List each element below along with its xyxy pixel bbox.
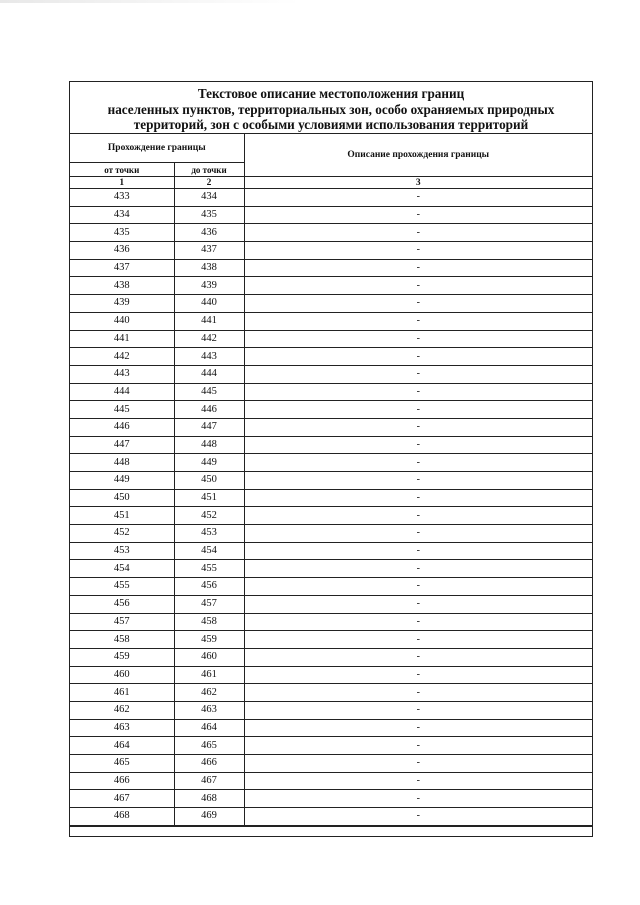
table-row [70, 560, 592, 578]
from-point-cell: 462 [70, 701, 174, 719]
table-row [70, 578, 592, 596]
to-point-cell: 456 [174, 578, 244, 596]
description-cell: - [244, 454, 592, 472]
description-cell: - [244, 489, 592, 507]
to-point-cell: 440 [174, 295, 244, 313]
column-number-3: 3 [244, 177, 592, 189]
description-cell: - [244, 365, 592, 383]
from-point-cell: 450 [70, 489, 174, 507]
description-cell: - [244, 666, 592, 684]
from-point-cell: 463 [70, 719, 174, 737]
from-point-cell: 446 [70, 418, 174, 436]
table-row [70, 189, 592, 207]
from-point-cell: 449 [70, 472, 174, 490]
to-point-cell: 445 [174, 383, 244, 401]
description-cell: - [244, 755, 592, 773]
header-description: Описание прохождения границы [244, 134, 592, 177]
to-point-cell: 443 [174, 348, 244, 366]
to-point-cell: 450 [174, 472, 244, 490]
description-cell: - [244, 790, 592, 808]
to-point-cell: 465 [174, 737, 244, 755]
table-row [70, 790, 592, 808]
from-point-cell: 467 [70, 790, 174, 808]
table-row [70, 666, 592, 684]
table-row [70, 507, 592, 525]
to-point-cell: 447 [174, 418, 244, 436]
to-point-cell: 436 [174, 224, 244, 242]
description-cell: - [244, 701, 592, 719]
header-boundary-passage: Прохождение границы [70, 134, 244, 163]
description-cell: - [244, 312, 592, 330]
table-row [70, 472, 592, 490]
to-point-cell: 449 [174, 454, 244, 472]
description-cell: - [244, 684, 592, 702]
table-row [70, 613, 592, 631]
table-row [70, 365, 592, 383]
table-row [70, 259, 592, 277]
from-point-cell: 444 [70, 383, 174, 401]
description-cell: - [244, 719, 592, 737]
description-cell: - [244, 418, 592, 436]
description-cell: - [244, 330, 592, 348]
to-point-cell: 441 [174, 312, 244, 330]
table-row [70, 206, 592, 224]
column-number-1: 1 [70, 177, 174, 189]
to-point-cell: 462 [174, 684, 244, 702]
from-point-cell: 436 [70, 242, 174, 260]
from-point-cell: 435 [70, 224, 174, 242]
description-cell: - [244, 277, 592, 295]
to-point-cell: 457 [174, 595, 244, 613]
table-row [70, 719, 592, 737]
to-point-cell: 458 [174, 613, 244, 631]
description-cell: - [244, 525, 592, 543]
description-cell: - [244, 542, 592, 560]
from-point-cell: 445 [70, 401, 174, 419]
column-number-2: 2 [174, 177, 244, 189]
table-row [70, 312, 592, 330]
table-row [70, 348, 592, 366]
table-row [70, 631, 592, 649]
description-cell: - [244, 295, 592, 313]
from-point-cell: 457 [70, 613, 174, 631]
description-cell: - [244, 578, 592, 596]
description-cell: - [244, 401, 592, 419]
table-row [70, 418, 592, 436]
description-cell: - [244, 507, 592, 525]
to-point-cell: 455 [174, 560, 244, 578]
description-cell: - [244, 259, 592, 277]
to-point-cell: 461 [174, 666, 244, 684]
description-cell: - [244, 648, 592, 666]
table-row [70, 542, 592, 560]
from-point-cell: 442 [70, 348, 174, 366]
table-bottom-strip [70, 826, 592, 832]
to-point-cell: 439 [174, 277, 244, 295]
to-point-cell: 459 [174, 631, 244, 649]
description-cell: - [244, 737, 592, 755]
from-point-cell: 466 [70, 772, 174, 790]
to-point-cell: 438 [174, 259, 244, 277]
from-point-cell: 439 [70, 295, 174, 313]
title-line-1: Текстовое описание местоположения границ [197, 86, 465, 101]
from-point-cell: 452 [70, 525, 174, 543]
document-title [70, 82, 592, 134]
table-row [70, 772, 592, 790]
description-cell: - [244, 206, 592, 224]
description-cell: - [244, 242, 592, 260]
from-point-cell: 464 [70, 737, 174, 755]
table-row [70, 383, 592, 401]
from-point-cell: 459 [70, 648, 174, 666]
table-row [70, 595, 592, 613]
to-point-cell: 434 [174, 189, 244, 207]
table-row [70, 684, 592, 702]
description-cell: - [244, 348, 592, 366]
description-cell: - [244, 613, 592, 631]
description-cell: - [244, 808, 592, 826]
table-row [70, 242, 592, 260]
header-to-point: до точки [174, 163, 244, 177]
table-row [70, 224, 592, 242]
from-point-cell: 438 [70, 277, 174, 295]
description-cell: - [244, 772, 592, 790]
table-body [70, 189, 592, 826]
table-row [70, 737, 592, 755]
from-point-cell: 443 [70, 365, 174, 383]
from-point-cell: 451 [70, 507, 174, 525]
table-row [70, 489, 592, 507]
from-point-cell: 458 [70, 631, 174, 649]
to-point-cell: 454 [174, 542, 244, 560]
table-row [70, 648, 592, 666]
table-row [70, 755, 592, 773]
from-point-cell: 441 [70, 330, 174, 348]
header-from-point: от точки [70, 163, 174, 177]
title-line-2: населенных пунктов, территориальных зон, особо охраняемых природных [107, 101, 555, 117]
from-point-cell: 465 [70, 755, 174, 773]
title-line-3: территорий, зон с особыми условиями использования территорий [133, 117, 529, 132]
from-point-cell: 437 [70, 259, 174, 277]
from-point-cell: 454 [70, 560, 174, 578]
boundary-table [70, 134, 592, 826]
from-point-cell: 433 [70, 189, 174, 207]
from-point-cell: 460 [70, 666, 174, 684]
from-point-cell: 434 [70, 206, 174, 224]
description-cell: - [244, 189, 592, 207]
from-point-cell: 447 [70, 436, 174, 454]
to-point-cell: 448 [174, 436, 244, 454]
to-point-cell: 446 [174, 401, 244, 419]
to-point-cell: 463 [174, 701, 244, 719]
to-point-cell: 435 [174, 206, 244, 224]
from-point-cell: 468 [70, 808, 174, 826]
to-point-cell: 467 [174, 772, 244, 790]
from-point-cell: 456 [70, 595, 174, 613]
description-cell: - [244, 472, 592, 490]
table-row [70, 436, 592, 454]
to-point-cell: 469 [174, 808, 244, 826]
to-point-cell: 468 [174, 790, 244, 808]
to-point-cell: 444 [174, 365, 244, 383]
to-point-cell: 442 [174, 330, 244, 348]
from-point-cell: 455 [70, 578, 174, 596]
to-point-cell: 437 [174, 242, 244, 260]
table-row [70, 277, 592, 295]
description-cell: - [244, 595, 592, 613]
table-row [70, 295, 592, 313]
description-cell: - [244, 224, 592, 242]
from-point-cell: 461 [70, 684, 174, 702]
description-cell: - [244, 383, 592, 401]
from-point-cell: 440 [70, 312, 174, 330]
table-row [70, 525, 592, 543]
table-row [70, 701, 592, 719]
to-point-cell: 453 [174, 525, 244, 543]
table-row [70, 330, 592, 348]
from-point-cell: 453 [70, 542, 174, 560]
to-point-cell: 451 [174, 489, 244, 507]
table-row [70, 808, 592, 826]
scan-artifact [0, 0, 300, 3]
description-cell: - [244, 436, 592, 454]
to-point-cell: 466 [174, 755, 244, 773]
boundary-description-frame [69, 81, 593, 837]
from-point-cell: 448 [70, 454, 174, 472]
table-row [70, 401, 592, 419]
to-point-cell: 460 [174, 648, 244, 666]
to-point-cell: 464 [174, 719, 244, 737]
to-point-cell: 452 [174, 507, 244, 525]
description-cell: - [244, 560, 592, 578]
table-row [70, 454, 592, 472]
description-cell: - [244, 631, 592, 649]
